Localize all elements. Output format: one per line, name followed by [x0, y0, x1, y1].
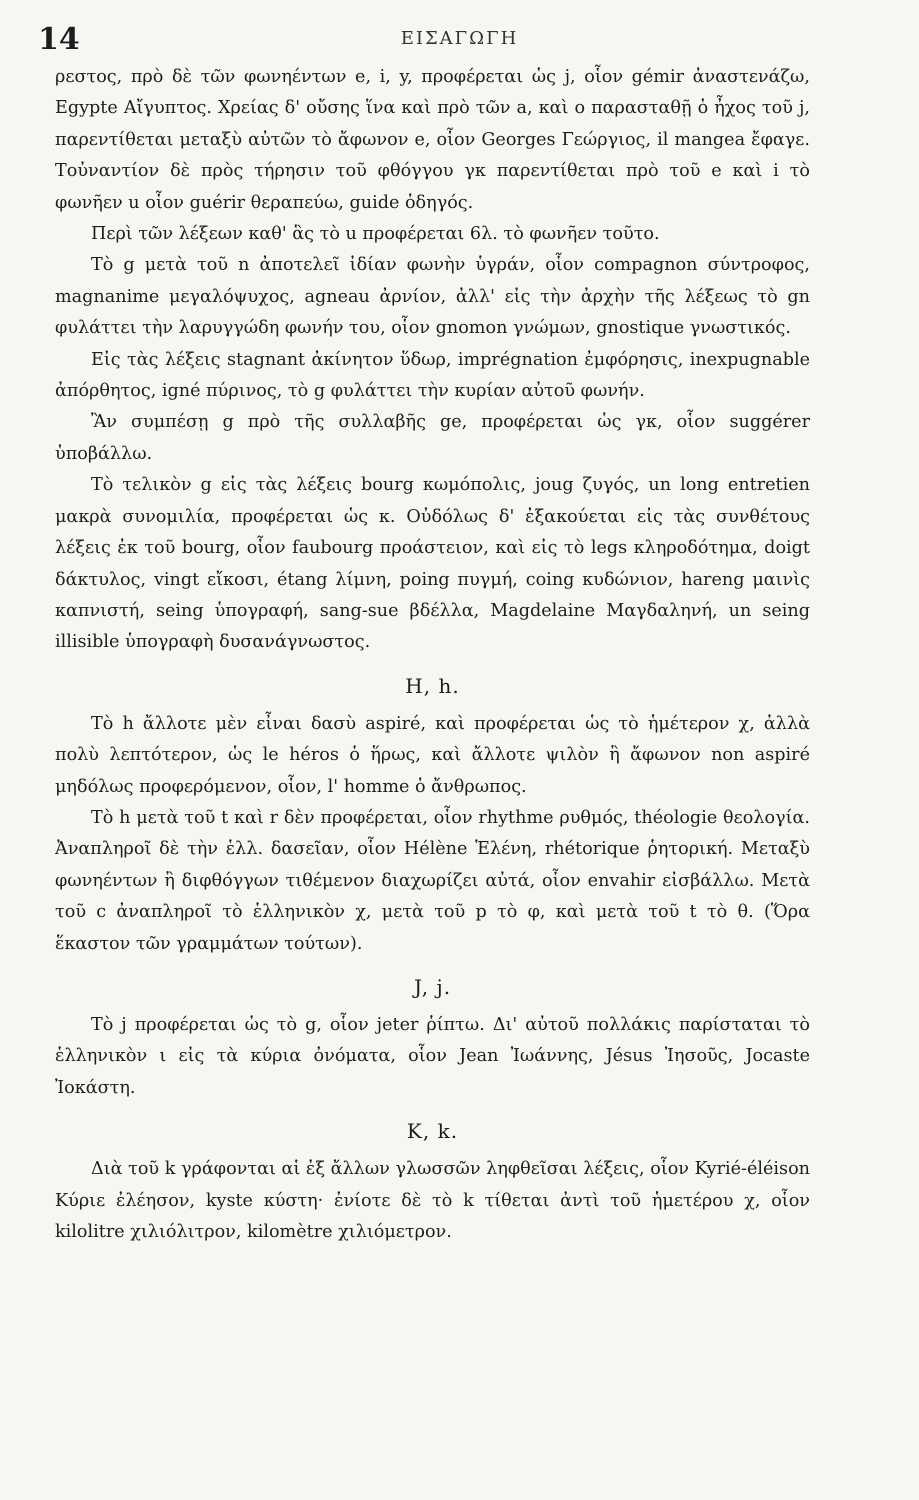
paragraph-gn: Τὸ g μετὰ τοῦ n ἀποτελεῖ ἰδίαν φωνὴν ὑγράν, οἷον compagnon σύντροφος, magnanime μεγαλόψυχος, agneau ἀρνίον, ἀλλ' εἰς τὴν ἀρχὴν τῆς λέξεως τὸ gn φυλάττει τὴν λαρυγγώδη φωνήν του, οἷον gnomon γνώμων, gnostique γνωστικός.: [55, 255, 810, 339]
paragraph-gn-exceptions: Εἰς τὰς λέξεις stagnant ἀκίνητον ὕδωρ, imprégnation ἐμφόρησις, inexpugnable ἀπόρθητος, igné πύρινος, τὸ g φυλάττει τὴν κυρίαν αὐτοῦ φωνήν.: [55, 349, 810, 402]
body-text: [55, 62, 810, 1248]
page-number: 14: [38, 22, 80, 57]
paragraph-j: Τὸ j προφέρεται ὡς τὸ g, οἷον jeter ῥίπτω. Δι' αὐτοῦ πολλάκις παρίσταται τὸ ἑλληνικὸν ι εἰς τὰ κύρια ὀνόματα, οἷον Jean Ἰωάννης, Jésus Ἰησοῦς, Jocaste Ἰοκάστη.: [55, 1014, 810, 1098]
page-header: [0, 22, 919, 62]
paragraph-final-g: Τὸ τελικὸν g εἰς τὰς λέξεις bourg κωμόπολις, joug ζυγός, un long entretien μακρὰ συνομιλία, προφέρεται ὡς κ. Οὐδόλως δ' ἐξακούεται εἰς τὰς συνθέτους λέξεις ἐκ τοῦ bourg, οἷον faubourg προάστειον, καὶ εἰς τὸ legs κληροδότημα, doigt δάκτυλος, vingt εἴκοσι, étang λίμνη, poing πυγμή, coing κυδώνιον, hareng μαινὶς καπνιστή, seing ὑπογραφή, sang-sue βδέλλα, Magdelaine Μαγδαληνή, un seing illisible ὑπογραφὴ δυσανάγνωστος.: [55, 475, 810, 653]
paragraph-h-aspire: Τὸ h ἄλλοτε μὲν εἶναι δασὺ aspiré, καὶ προφέρεται ὡς τὸ ἡμέτερον χ, ἀλλὰ πολὺ λεπτότερον, ὡς le héros ὁ ἥρως, καὶ ἄλλοτε ψιλὸν ἢ ἄφωνον non aspiré μηδόλως προφερόμενον, οἷον, l' homme ὁ ἄνθρωπος.: [55, 713, 810, 797]
paragraph-gg: Ἂν συμπέσῃ g πρὸ τῆς συλλαβῆς ge, προφέρεται ὡς γκ, οἷον suggérer ὑποβάλλω.: [55, 412, 810, 464]
paragraph-u-reference: Περὶ τῶν λέξεων καθ' ἃς τὸ u προφέρεται 6λ. τὸ φωνῆεν τοῦτο.: [91, 224, 660, 245]
section-heading-h: H, h.: [405, 673, 460, 698]
running-title: ΕΙΣΑΓΩΓΗ: [400, 28, 519, 49]
paragraph-g-continued: ρεστος, πρὸ δὲ τῶν φωνηέντων e, i, y, προφέρεται ὡς j, οἷον gémir ἀναστενάζω, Egypte Αἴγυπτος. Χρείας δ' οὔσης ἵνα καὶ πρὸ τῶν a, καὶ o παρασταθῇ ὁ ἦχος τοῦ j, παρεντίθεται μεταξὺ αὐτῶν τὸ ἄφωνον e, οἷον Georges Γεώργιος, il mangea ἔφαγε. Τοὐναντίον δὲ πρὸς τήρησιν τοῦ φθόγγου γκ παρεντίθεται πρὸ τοῦ e καὶ i τὸ φωνῆεν u οἷον guérir θεραπεύω, guide ὁδηγός.: [55, 67, 810, 213]
paragraph-k: Διὰ τοῦ k γράφονται αἱ ἐξ ἄλλων γλωσσῶν ληφθεῖσαι λέξεις, οἷον Kyrié-éléison Κύριε ἐλέησον, kyste κύστη· ἐνίοτε δὲ τὸ k τίθεται ἀντὶ τοῦ ἡμετέρου χ, οἷον kilolitre χιλιόλιτρον, kilomètre χιλιόμετρον.: [55, 1159, 810, 1242]
section-heading-j: J, j.: [413, 974, 452, 999]
paragraph-h-combinations: Τὸ h μετὰ τοῦ t καὶ r δὲν προφέρεται, οἷον rhythme ρυθμός, théologie θεολογία. Ἀναπληροῖ δὲ τὴν ἑλλ. δασεῖαν, οἷον Hélène Ἑλένη, rhétorique ῥητορική. Μεταξὺ φωνηέντων ἢ διφθόγγων τιθέμενον διαχωρίζει αὐτά, οἷον envahir εἰσβάλλω. Μετὰ τοῦ c ἀναπληροῖ τὸ ἑλληνικὸν χ, μετὰ τοῦ p τὸ φ, καὶ μετὰ τοῦ t τὸ θ. (Ὅρα ἕκαστον τῶν γραμμάτων τούτων).: [55, 807, 810, 954]
section-heading-k: K, k.: [406, 1119, 459, 1144]
